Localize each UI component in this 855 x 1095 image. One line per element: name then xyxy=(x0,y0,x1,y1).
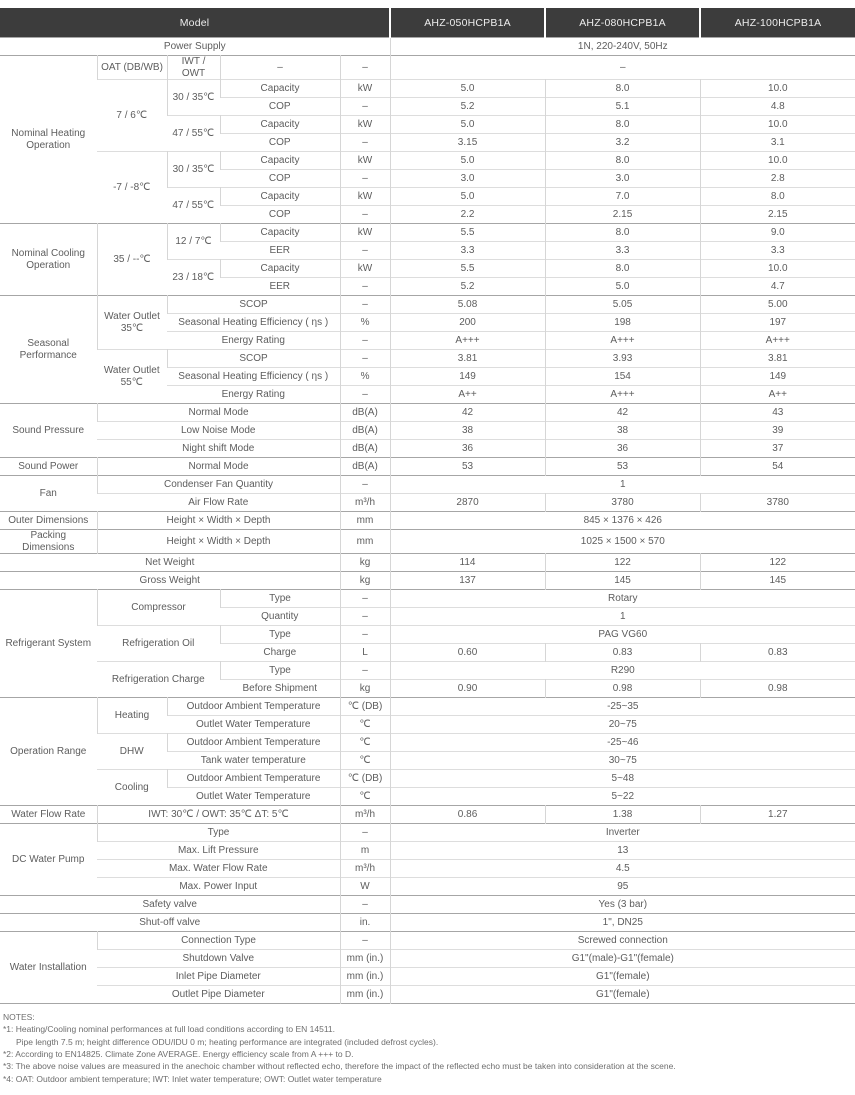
spec-cell: Yes (3 bar) xyxy=(390,896,855,914)
spec-cell: Max. Lift Pressure xyxy=(177,844,259,856)
spec-cell: 2.15 xyxy=(700,206,855,224)
spec-cell: Inverter xyxy=(390,824,855,842)
spec-cell: % xyxy=(340,368,390,386)
spec-row xyxy=(0,878,855,896)
spec-table-header xyxy=(0,8,855,38)
spec-cell: L xyxy=(340,644,390,662)
model-name-100: AHZ-100HCPB1A xyxy=(700,8,855,38)
spec-cell: EER xyxy=(269,244,291,256)
spec-cell: OAT (DB/WB) xyxy=(97,56,167,80)
spec-cell: ℃ (DB) xyxy=(340,698,390,716)
spec-cell: m³/h xyxy=(340,806,390,824)
spec-cell: – xyxy=(340,296,390,314)
spec-row xyxy=(0,824,855,842)
spec-cell: -25~46 xyxy=(390,734,855,752)
spec-cell: DC Water Pump xyxy=(12,853,85,865)
spec-cell: – xyxy=(340,242,390,260)
spec-cell: 53 xyxy=(390,458,545,476)
spec-cell: COP xyxy=(268,208,291,220)
notes-section xyxy=(0,1004,854,1095)
spec-cell: – xyxy=(340,608,390,626)
spec-cell: Normal Mode xyxy=(97,458,340,476)
spec-cell: Outdoor Ambient Temperature xyxy=(167,698,340,716)
spec-cell: 9.0 xyxy=(700,224,855,242)
spec-cell: 43 xyxy=(700,404,855,422)
spec-cell: 5.5 xyxy=(390,260,545,278)
spec-cell: in. xyxy=(340,914,390,932)
spec-row xyxy=(0,986,855,1004)
spec-cell: 8.0 xyxy=(700,188,855,206)
spec-cell: 3.1 xyxy=(700,134,855,152)
spec-cell: Condenser Fan Quantity xyxy=(97,476,340,494)
spec-cell: IWT / OWT xyxy=(167,56,220,80)
spec-cell: kg xyxy=(340,572,390,590)
spec-cell: 10.0 xyxy=(700,116,855,134)
spec-cell: 1N, 220-240V, 50Hz xyxy=(390,38,855,56)
spec-row xyxy=(0,572,855,590)
spec-row xyxy=(0,590,855,608)
spec-cell: 13 xyxy=(390,842,855,860)
spec-cell: Seasonal Heating Efficiency ( ηs ) xyxy=(178,370,329,382)
spec-cell: 3.15 xyxy=(390,134,545,152)
spec-cell: 7.0 xyxy=(545,188,700,206)
spec-cell: Capacity xyxy=(220,224,340,242)
spec-cell: dB(A) xyxy=(340,422,390,440)
spec-cell: 3.0 xyxy=(390,170,545,188)
spec-cell: 30 / 35℃ xyxy=(167,152,220,188)
spec-cell: – xyxy=(390,56,855,80)
spec-cell: Type xyxy=(220,590,340,608)
spec-cell: Water Flow Rate xyxy=(11,808,86,820)
spec-row xyxy=(0,554,855,572)
spec-cell: ℃ xyxy=(340,788,390,806)
spec-cell: Water Outlet 55℃ xyxy=(103,365,160,388)
spec-cell: 23 / 18℃ xyxy=(172,271,215,283)
spec-cell: Cooling xyxy=(114,781,149,793)
spec-cell: 5.2 xyxy=(390,278,545,296)
spec-cell: Night shift Mode xyxy=(182,442,255,454)
spec-row xyxy=(0,530,855,554)
spec-cell: 12 / 7℃ xyxy=(167,224,220,260)
note-line-1: *1: Heating/Cooling nominal performances at full load conditions according to EN 14511. xyxy=(3,1024,336,1035)
spec-cell: 10.0 xyxy=(700,152,855,170)
spec-cell: Safety valve xyxy=(142,898,197,910)
spec-cell: Power Supply xyxy=(163,40,226,52)
spec-cell: 5.0 xyxy=(390,188,545,206)
spec-cell: dB(A) xyxy=(340,404,390,422)
spec-cell: Charge xyxy=(263,646,297,658)
spec-cell: 42 xyxy=(390,404,545,422)
spec-table xyxy=(0,8,855,1004)
spec-cell: 5.00 xyxy=(700,296,855,314)
notes-title: NOTES: xyxy=(3,1012,35,1022)
note-line-2: *2: According to EN14825. Climate Zone AVERAGE. Energy efficiency scale from A +++ to D. xyxy=(3,1048,354,1059)
spec-cell: SCOP xyxy=(167,350,340,368)
spec-cell: – xyxy=(220,56,340,80)
spec-row xyxy=(0,476,855,494)
spec-cell: mm xyxy=(340,530,390,554)
spec-cell: 8.0 xyxy=(545,116,700,134)
spec-cell: – xyxy=(340,170,390,188)
spec-row xyxy=(0,860,855,878)
spec-cell: 5.0 xyxy=(390,152,545,170)
spec-cell: 198 xyxy=(545,314,700,332)
spec-cell: Heating xyxy=(97,698,167,734)
spec-table-body xyxy=(0,38,855,1004)
spec-cell: kW xyxy=(340,260,390,278)
spec-cell: 39 xyxy=(700,422,855,440)
spec-row xyxy=(0,734,855,752)
spec-cell: 0.60 xyxy=(390,644,545,662)
spec-cell: Water Outlet 35℃ xyxy=(97,296,167,350)
spec-cell: Seasonal Heating Efficiency ( ηs ) xyxy=(178,316,329,328)
spec-cell: 3.81 xyxy=(390,350,545,368)
spec-cell: Nominal Cooling Operation xyxy=(11,248,85,271)
spec-cell: Before Shipment xyxy=(242,682,317,694)
spec-cell: A+++ xyxy=(545,332,700,350)
spec-row xyxy=(0,626,855,644)
spec-cell: 0.98 xyxy=(545,680,700,698)
spec-cell: – xyxy=(340,662,390,680)
spec-cell: 5~48 xyxy=(390,770,855,788)
spec-cell: – xyxy=(340,56,390,80)
spec-cell: mm (in.) xyxy=(340,950,390,968)
spec-cell: 149 xyxy=(390,368,545,386)
spec-cell: W xyxy=(340,878,390,896)
spec-row xyxy=(0,662,855,680)
spec-cell: Capacity xyxy=(220,116,340,134)
spec-cell: Normal Mode xyxy=(97,404,340,422)
spec-cell: 10.0 xyxy=(700,260,855,278)
spec-cell: COP xyxy=(268,172,291,184)
spec-cell: Capacity xyxy=(220,152,340,170)
spec-row xyxy=(0,806,855,824)
spec-cell: – xyxy=(340,206,390,224)
spec-cell: Packing Dimensions xyxy=(22,530,75,553)
spec-row xyxy=(0,422,855,440)
spec-cell: Shutdown Valve xyxy=(182,952,255,964)
spec-cell: COP xyxy=(268,100,291,112)
spec-cell: 3780 xyxy=(545,494,700,512)
spec-cell: Capacity xyxy=(220,80,340,98)
spec-cell: Max. Water Flow Rate xyxy=(168,862,268,874)
spec-cell: IWT: 30℃ / OWT: 35℃ ΔT: 5℃ xyxy=(97,806,340,824)
spec-cell: kW xyxy=(340,152,390,170)
spec-cell: 5~22 xyxy=(390,788,855,806)
spec-cell: Capacity xyxy=(220,260,340,278)
spec-cell: 3.0 xyxy=(545,170,700,188)
spec-cell: – xyxy=(340,350,390,368)
spec-cell: A++ xyxy=(700,386,855,404)
spec-cell: Outlet Pipe Diameter xyxy=(171,988,265,1000)
spec-cell: 2.15 xyxy=(545,206,700,224)
spec-cell: 3.81 xyxy=(700,350,855,368)
spec-cell: 1", DN25 xyxy=(390,914,855,932)
spec-cell: 0.90 xyxy=(390,680,545,698)
spec-row xyxy=(0,932,855,950)
spec-cell: EER xyxy=(269,280,291,292)
spec-cell: Outlet Water Temperature xyxy=(196,790,311,802)
spec-cell: 2.8 xyxy=(700,170,855,188)
spec-cell: – xyxy=(340,386,390,404)
spec-row xyxy=(0,350,855,368)
spec-cell: 3.2 xyxy=(545,134,700,152)
spec-cell: 8.0 xyxy=(545,152,700,170)
spec-cell: dB(A) xyxy=(340,440,390,458)
note-line-4: *4: OAT: Outdoor ambient temperature; IWT: Inlet water temperature; OWT: Outlet water temperature xyxy=(3,1073,382,1084)
spec-cell: ℃ xyxy=(340,734,390,752)
spec-cell: 10.0 xyxy=(700,80,855,98)
spec-cell: 37 xyxy=(700,440,855,458)
spec-cell: 2.2 xyxy=(390,206,545,224)
spec-cell: 36 xyxy=(390,440,545,458)
spec-cell: Type xyxy=(220,626,340,644)
spec-cell: % xyxy=(340,314,390,332)
spec-cell: 122 xyxy=(545,554,700,572)
spec-cell: Refrigerant System xyxy=(5,637,92,649)
spec-cell: Inlet Pipe Diameter xyxy=(175,970,261,982)
spec-row xyxy=(0,950,855,968)
spec-cell: Nominal Heating Operation xyxy=(11,128,86,151)
spec-cell: 5.0 xyxy=(390,116,545,134)
spec-cell: Outer Dimensions xyxy=(8,514,89,526)
spec-row xyxy=(0,770,855,788)
spec-row xyxy=(0,698,855,716)
spec-cell: Sound Pressure xyxy=(12,424,85,436)
spec-cell: Compressor xyxy=(97,590,220,626)
spec-cell: 3.3 xyxy=(390,242,545,260)
spec-cell: 1025 × 1500 × 570 xyxy=(390,530,855,554)
spec-cell: m³/h xyxy=(340,494,390,512)
spec-row xyxy=(0,80,855,98)
spec-row xyxy=(0,512,855,530)
spec-row xyxy=(0,152,855,170)
spec-cell: DHW xyxy=(119,745,144,757)
spec-row xyxy=(0,56,855,80)
spec-cell: 5.5 xyxy=(390,224,545,242)
spec-cell: Shut-off valve xyxy=(139,916,201,928)
note-line-1b: Pipe length 7.5 m; height difference ODU/IDU 0 m; heating performance are integrated (included defrost cycles). xyxy=(16,1036,439,1047)
spec-cell: 0.98 xyxy=(700,680,855,698)
spec-cell: G1"(male)-G1"(female) xyxy=(390,950,855,968)
spec-cell: A+++ xyxy=(390,332,545,350)
spec-cell: 30 / 35℃ xyxy=(167,80,220,116)
spec-cell: kW xyxy=(340,224,390,242)
spec-cell: 154 xyxy=(545,368,700,386)
table-header-row xyxy=(0,8,855,38)
spec-cell: Operation Range xyxy=(10,745,87,757)
spec-row xyxy=(0,38,855,56)
spec-cell: 0.86 xyxy=(390,806,545,824)
spec-row xyxy=(0,224,855,242)
spec-cell: – xyxy=(340,932,390,950)
spec-cell: Max. Power Input xyxy=(179,880,258,892)
spec-cell: Outdoor Ambient Temperature xyxy=(167,734,340,752)
spec-cell: Height × Width × Depth xyxy=(97,530,340,554)
spec-cell: 5.05 xyxy=(545,296,700,314)
spec-cell: 122 xyxy=(700,554,855,572)
spec-cell: 35 / --℃ xyxy=(97,224,167,296)
spec-cell: 3.93 xyxy=(545,350,700,368)
spec-cell: Gross Weight xyxy=(139,574,200,586)
spec-cell: 2870 xyxy=(390,494,545,512)
spec-cell: 8.0 xyxy=(545,80,700,98)
spec-cell: 149 xyxy=(700,368,855,386)
model-name-080: AHZ-080HCPB1A xyxy=(545,8,700,38)
spec-cell: mm (in.) xyxy=(340,968,390,986)
spec-cell: Type xyxy=(97,824,340,842)
spec-cell: 4.5 xyxy=(390,860,855,878)
spec-cell: Seasonal Performance xyxy=(19,338,77,361)
spec-cell: kg xyxy=(340,680,390,698)
spec-cell: 4.7 xyxy=(700,278,855,296)
spec-cell: 197 xyxy=(700,314,855,332)
spec-cell: 4.8 xyxy=(700,98,855,116)
spec-cell: 38 xyxy=(390,422,545,440)
spec-cell: Refrigeration Oil xyxy=(122,637,195,649)
spec-cell: 95 xyxy=(390,878,855,896)
spec-row xyxy=(0,458,855,476)
spec-cell: 47 / 55℃ xyxy=(172,127,215,139)
spec-cell: Sound Power xyxy=(18,460,79,472)
spec-cell: 47 / 55℃ xyxy=(172,199,215,211)
spec-cell: 54 xyxy=(700,458,855,476)
spec-cell: Air Flow Rate xyxy=(188,496,249,508)
spec-cell: 5.1 xyxy=(545,98,700,116)
spec-cell: 8.0 xyxy=(545,224,700,242)
spec-cell: COP xyxy=(268,136,291,148)
spec-cell: 5.0 xyxy=(545,278,700,296)
spec-row xyxy=(0,440,855,458)
spec-cell: G1"(female) xyxy=(390,986,855,1004)
spec-cell: 5.08 xyxy=(390,296,545,314)
spec-cell: 200 xyxy=(390,314,545,332)
spec-cell: 845 × 1376 × 426 xyxy=(390,512,855,530)
spec-cell: 7 / 6℃ xyxy=(116,109,148,121)
spec-cell: A+++ xyxy=(545,386,700,404)
spec-cell: m³/h xyxy=(340,860,390,878)
spec-cell: -7 / -8℃ xyxy=(113,181,151,193)
spec-cell: – xyxy=(340,98,390,116)
spec-cell: Low Noise Mode xyxy=(181,424,256,436)
spec-cell: Screwed connection xyxy=(390,932,855,950)
spec-cell: A++ xyxy=(390,386,545,404)
spec-row xyxy=(0,968,855,986)
spec-cell: – xyxy=(340,824,390,842)
spec-cell: G1"(female) xyxy=(390,968,855,986)
spec-cell: -25~35 xyxy=(390,698,855,716)
spec-cell: 5.2 xyxy=(390,98,545,116)
spec-row xyxy=(0,296,855,314)
spec-cell: Fan xyxy=(39,487,57,499)
spec-cell: Rotary xyxy=(390,590,855,608)
spec-cell: 8.0 xyxy=(545,260,700,278)
spec-cell: m xyxy=(340,842,390,860)
spec-cell: – xyxy=(340,626,390,644)
spec-cell: – xyxy=(340,590,390,608)
spec-cell: 0.83 xyxy=(700,644,855,662)
spec-cell: Height × Width × Depth xyxy=(97,512,340,530)
spec-cell: 114 xyxy=(390,554,545,572)
spec-cell: Refrigeration Charge xyxy=(111,673,205,685)
spec-cell: – xyxy=(340,134,390,152)
spec-row xyxy=(0,896,855,914)
spec-cell: 1.27 xyxy=(700,806,855,824)
spec-cell: 1.38 xyxy=(545,806,700,824)
spec-row xyxy=(0,842,855,860)
spec-cell: 1 xyxy=(390,608,855,626)
spec-cell: A+++ xyxy=(700,332,855,350)
spec-cell: 145 xyxy=(700,572,855,590)
spec-cell: – xyxy=(340,278,390,296)
spec-cell: ℃ xyxy=(340,752,390,770)
spec-cell: Outdoor Ambient Temperature xyxy=(167,770,340,788)
spec-cell: ℃ (DB) xyxy=(340,770,390,788)
spec-cell: kW xyxy=(340,116,390,134)
spec-cell: SCOP xyxy=(167,296,340,314)
spec-cell: Outlet Water Temperature xyxy=(196,718,311,730)
spec-cell: 145 xyxy=(545,572,700,590)
spec-cell: Energy Rating xyxy=(221,388,285,400)
spec-row xyxy=(0,494,855,512)
model-name-050: AHZ-050HCPB1A xyxy=(390,8,545,38)
spec-cell: 1 xyxy=(390,476,855,494)
spec-cell: Tank water temperature xyxy=(200,754,306,766)
spec-row xyxy=(0,914,855,932)
spec-cell: 38 xyxy=(545,422,700,440)
spec-cell: 3780 xyxy=(700,494,855,512)
spec-cell: 53 xyxy=(545,458,700,476)
spec-cell: kg xyxy=(340,554,390,572)
spec-cell: PAG VG60 xyxy=(390,626,855,644)
spec-cell: Connection Type xyxy=(97,932,340,950)
spec-cell: 30~75 xyxy=(390,752,855,770)
spec-cell: 3.3 xyxy=(545,242,700,260)
spec-cell: Energy Rating xyxy=(221,334,285,346)
model-header-label: Model xyxy=(0,8,390,38)
spec-cell: Capacity xyxy=(220,188,340,206)
spec-cell: Water Installation xyxy=(9,961,87,973)
spec-cell: Type xyxy=(220,662,340,680)
spec-row xyxy=(0,404,855,422)
spec-cell: mm (in.) xyxy=(340,986,390,1004)
note-line-3: *3: The above noise values are measured in the anechoic chamber without reflected echo, therefore the impact of the reflected echo must be taken into consideration at the scene. xyxy=(3,1061,676,1072)
spec-cell: 137 xyxy=(390,572,545,590)
spec-cell: ℃ xyxy=(340,716,390,734)
spec-cell: kW xyxy=(340,188,390,206)
spec-cell: – xyxy=(340,332,390,350)
spec-cell: 36 xyxy=(545,440,700,458)
spec-cell: kW xyxy=(340,80,390,98)
spec-cell: Net Weight xyxy=(145,556,195,568)
spec-cell: 5.0 xyxy=(390,80,545,98)
spec-cell: – xyxy=(340,896,390,914)
spec-cell: 0.83 xyxy=(545,644,700,662)
spec-cell: Quantity xyxy=(261,610,299,622)
spec-cell: 3.3 xyxy=(700,242,855,260)
spec-cell: – xyxy=(340,476,390,494)
spec-cell: R290 xyxy=(390,662,855,680)
spec-cell: dB(A) xyxy=(340,458,390,476)
spec-cell: 20~75 xyxy=(390,716,855,734)
spec-cell: 42 xyxy=(545,404,700,422)
spec-cell: mm xyxy=(340,512,390,530)
